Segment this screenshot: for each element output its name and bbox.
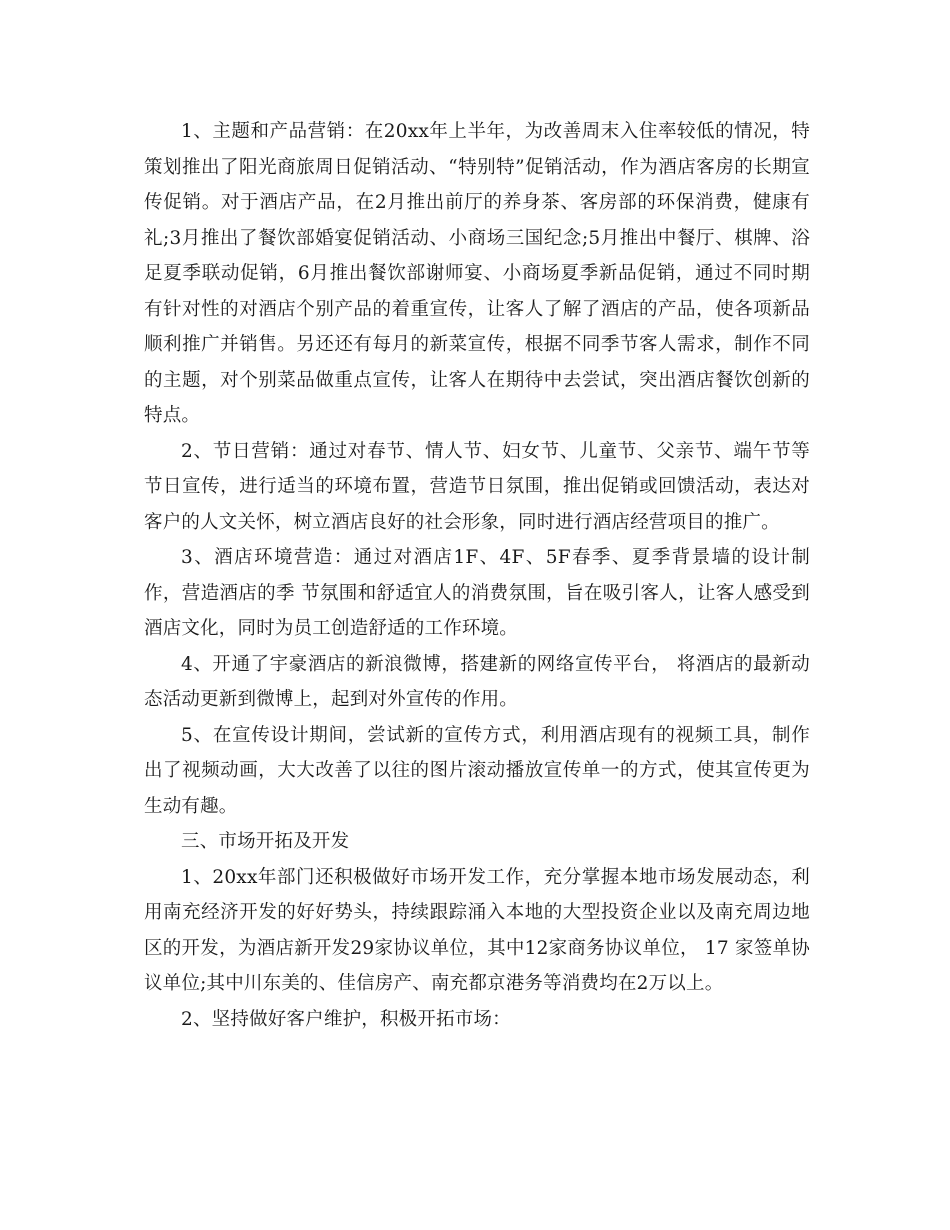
paragraph-holiday-marketing: 2、节日营销：通过对春节、情人节、妇女节、儿童节、父亲节、端午节等节日宣传，进行适当的环境布置，营造节日氛围，推出促销或回馈活动，表达对客户的人文关怀，树立酒店良好的社会形象，同时进行酒店经营项目的推广。 (144, 440, 810, 533)
paragraph-market-development: 1、20xx年部门还积极做好市场开发工作，充分掌握本地市场发展动态，利用南充经济开发的好好势头，持续跟踪涌入本地的大型投资企业以及南充周边地区的开发，为酒店新开发29家协议单位，其中12家商务协议单位， 17 家签单协议单位;其中川东美的、佳信房产、南充都京港务等消费均在2万以上。 (144, 866, 810, 994)
paragraph-environment: 3、酒店环境营造：通过对酒店1F、4F、5F春季、夏季背景墙的设计制作，营造酒店的季 节氛围和舒适宜人的消费氛围，旨在吸引客人，让客人感受到酒店文化，同时为员工创造舒适的工作环境。 (144, 547, 810, 639)
paragraph-video: 5、在宣传设计期间，尝试新的宣传方式，利用酒店现有的视频工具，制作出了视频动画，大大改善了以往的图片滚动播放宣传单一的方式，使其宣传更为生动有趣。 (144, 724, 810, 817)
paragraph-weibo: 4、开通了宇豪酒店的新浪微博，搭建新的网络宣传平台， 将酒店的最新动态活动更新到微博上，起到对外宣传的作用。 (144, 653, 810, 710)
paragraph-customer-maintenance: 2、坚持做好客户维护，积极开拓市场： (181, 1008, 511, 1030)
document-body (144, 114, 810, 1037)
paragraph-theme-marketing: 1、主题和产品营销：在20xx年上半年，为改善周末入住率较低的情况，特策划推出了阳光商旅周日促销活动、“特别特”促销活动，作为酒店客房的长期宣传促销。对于酒店产品，在2月推出前厅的养身茶、客房部的环保消费，健康有礼;3月推出了餐饮部婚宴促销活动、小商场三国纪念;5月推出中餐厅、棋牌、浴足夏季联动促销，6月推出餐饮部谢师宴、小商场夏季新品促销，通过不同时期有针对性的对酒店个别产品的着重宣传，让客人了解了酒店的产品，使各项新品顺利推广并销售。另还还有每月的新菜宣传，根据不同季节客人需求，制作不同的主题，对个别菜品做重点宣传，让客人在期待中去尝试，突出酒店餐饮创新的特点。 (144, 121, 810, 426)
section-heading-market-development: 三、市场开拓及开发 (181, 831, 350, 852)
